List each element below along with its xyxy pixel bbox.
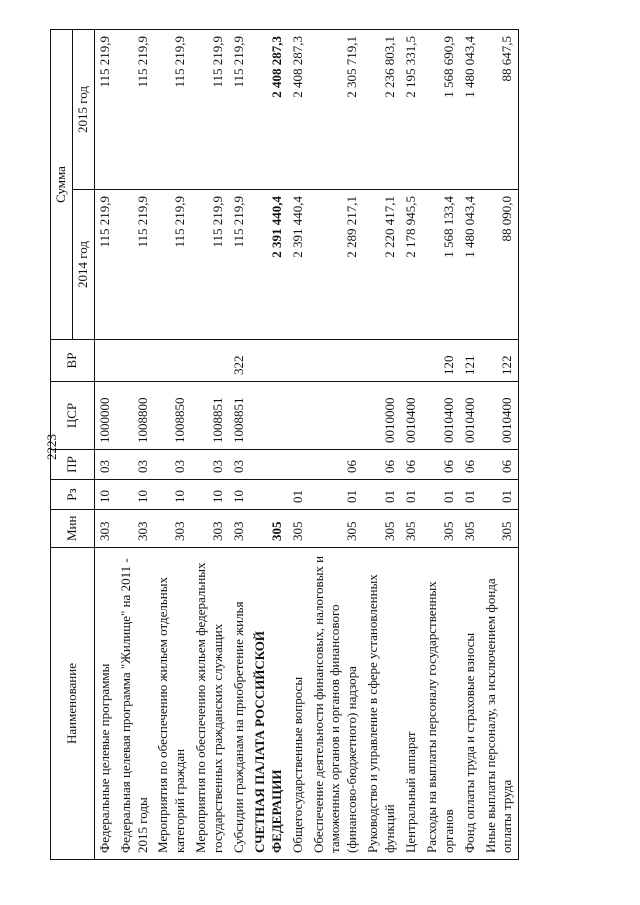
row-min: 305 [363, 510, 401, 548]
table-row [229, 30, 250, 860]
row-min: 305 [481, 510, 519, 548]
row-amount-2014: 1 480 043,4 [460, 190, 481, 340]
header-min: Мин [51, 510, 95, 548]
row-pr: 06 [309, 450, 364, 480]
row-rz: 10 [153, 480, 191, 510]
row-amount-2014: 2 289 217,1 [309, 190, 364, 340]
row-amount-2014: 115 219,9 [191, 190, 229, 340]
row-vr [153, 340, 191, 382]
row-amount-2015: 1 568 690,9 [422, 30, 460, 190]
row-csr [309, 382, 364, 450]
table-row [460, 30, 481, 860]
header-csr: ЦСР [51, 382, 95, 450]
row-pr [288, 450, 309, 480]
header-year-2015: 2015 год [72, 30, 94, 190]
row-vr [401, 340, 422, 382]
row-vr [363, 340, 401, 382]
row-name: Иные выплаты персоналу, за исключением фонда оплаты труда [481, 548, 519, 860]
row-name: Центральный аппарат [401, 548, 422, 860]
row-name: Мероприятия по обеспечению жильем федеральных государственных гражданских служащих [191, 548, 229, 860]
row-vr [309, 340, 364, 382]
row-amount-2015: 115 219,9 [229, 30, 250, 190]
row-csr: 0010000 [363, 382, 401, 450]
row-name: Общегосударственные вопросы [288, 548, 309, 860]
table-row [116, 30, 154, 860]
row-min: 303 [229, 510, 250, 548]
row-name: Расходы на выплаты персоналу государственных органов [422, 548, 460, 860]
budget-table-rotated [50, 30, 590, 860]
row-amount-2015: 1 480 043,4 [460, 30, 481, 190]
row-vr: 121 [460, 340, 481, 382]
row-vr [191, 340, 229, 382]
row-pr: 06 [422, 450, 460, 480]
row-amount-2015: 115 219,9 [153, 30, 191, 190]
row-csr [288, 382, 309, 450]
page-number: 2223 [44, 434, 59, 460]
table-row [94, 30, 115, 860]
row-min: 305 [401, 510, 422, 548]
row-name: Мероприятия по обеспечению жильем отдельных категорий граждан [153, 548, 191, 860]
row-csr: 0010400 [422, 382, 460, 450]
row-name: Субсидии гражданам на приобретение жилья [229, 548, 250, 860]
header-pr: ПР [51, 450, 95, 480]
row-amount-2014: 1 568 133,4 [422, 190, 460, 340]
row-amount-2014: 2 178 945,5 [401, 190, 422, 340]
row-pr: 06 [401, 450, 422, 480]
row-rz [250, 480, 288, 510]
row-name: Федеральные целевые программы [94, 548, 115, 860]
row-amount-2014: 115 219,9 [153, 190, 191, 340]
row-min: 303 [116, 510, 154, 548]
row-rz: 01 [422, 480, 460, 510]
row-rz: 01 [481, 480, 519, 510]
row-amount-2015: 115 219,9 [116, 30, 154, 190]
row-pr: 06 [460, 450, 481, 480]
row-rz: 01 [309, 480, 364, 510]
row-pr: 06 [481, 450, 519, 480]
row-amount-2014: 2 220 417,1 [363, 190, 401, 340]
row-name: Обеспечение деятельности финансовых, налоговых и таможенных органов и органов финансового (финансово-бюджетного) надзора [309, 548, 364, 860]
header-name: Наименование [51, 548, 95, 860]
header-vr: ВР [51, 340, 95, 382]
row-rz: 10 [229, 480, 250, 510]
row-vr: 120 [422, 340, 460, 382]
row-amount-2014: 115 219,9 [116, 190, 154, 340]
row-amount-2014: 88 090,0 [481, 190, 519, 340]
row-name: Федеральная целевая программа "Жилище" на 2011 - 2015 годы [116, 548, 154, 860]
row-vr [116, 340, 154, 382]
row-csr: 0010400 [401, 382, 422, 450]
row-amount-2015: 2 236 803,1 [363, 30, 401, 190]
row-rz: 01 [363, 480, 401, 510]
row-rz: 10 [94, 480, 115, 510]
row-pr: 03 [191, 450, 229, 480]
row-amount-2014: 115 219,9 [229, 190, 250, 340]
table-row [309, 30, 364, 860]
table-row [481, 30, 519, 860]
row-pr: 06 [363, 450, 401, 480]
row-amount-2015: 2 305 719,1 [309, 30, 364, 190]
header-rz: Рз [51, 480, 95, 510]
row-min: 305 [309, 510, 364, 548]
row-csr: 0010400 [481, 382, 519, 450]
row-csr: 1008800 [116, 382, 154, 450]
table-row [153, 30, 191, 860]
row-vr [94, 340, 115, 382]
row-amount-2015: 2 408 287,3 [288, 30, 309, 190]
row-name: Фонд оплаты труда и страховые взносы [460, 548, 481, 860]
row-vr [250, 340, 288, 382]
row-amount-2015: 115 219,9 [191, 30, 229, 190]
row-rz: 01 [288, 480, 309, 510]
table-row [191, 30, 229, 860]
row-amount-2015: 88 647,5 [481, 30, 519, 190]
row-pr [250, 450, 288, 480]
row-vr [288, 340, 309, 382]
row-min: 303 [153, 510, 191, 548]
row-pr: 03 [94, 450, 115, 480]
row-csr: 0010400 [460, 382, 481, 450]
row-vr: 122 [481, 340, 519, 382]
row-min: 305 [250, 510, 288, 548]
row-vr: 322 [229, 340, 250, 382]
row-min: 305 [422, 510, 460, 548]
table-row [363, 30, 401, 860]
row-min: 305 [460, 510, 481, 548]
row-csr: 1008851 [229, 382, 250, 450]
row-rz: 01 [460, 480, 481, 510]
row-pr: 03 [116, 450, 154, 480]
row-csr: 1008851 [191, 382, 229, 450]
row-amount-2014: 2 391 440,4 [288, 190, 309, 340]
row-rz: 10 [116, 480, 154, 510]
row-min: 303 [191, 510, 229, 548]
table-row [250, 30, 288, 860]
row-amount-2015: 2 195 331,5 [401, 30, 422, 190]
table-row [288, 30, 309, 860]
row-amount-2014: 2 391 440,4 [250, 190, 288, 340]
table-row [422, 30, 460, 860]
row-min: 303 [94, 510, 115, 548]
row-rz: 10 [191, 480, 229, 510]
row-pr: 03 [229, 450, 250, 480]
row-name: СЧЕТНАЯ ПАЛАТА РОССИЙСКОЙ ФЕДЕРАЦИИ [250, 548, 288, 860]
row-csr: 1008850 [153, 382, 191, 450]
budget-table [50, 29, 519, 860]
row-amount-2015: 115 219,9 [94, 30, 115, 190]
header-year-2014: 2014 год [72, 190, 94, 340]
table-body [94, 30, 519, 860]
table-row [401, 30, 422, 860]
row-min: 305 [288, 510, 309, 548]
row-name: Руководство и управление в сфере установленных функций [363, 548, 401, 860]
row-csr: 1000000 [94, 382, 115, 450]
row-pr: 03 [153, 450, 191, 480]
header-sum: Сумма [51, 30, 73, 340]
row-amount-2014: 115 219,9 [94, 190, 115, 340]
row-rz: 01 [401, 480, 422, 510]
row-csr [250, 382, 288, 450]
row-amount-2015: 2 408 287,3 [250, 30, 288, 190]
